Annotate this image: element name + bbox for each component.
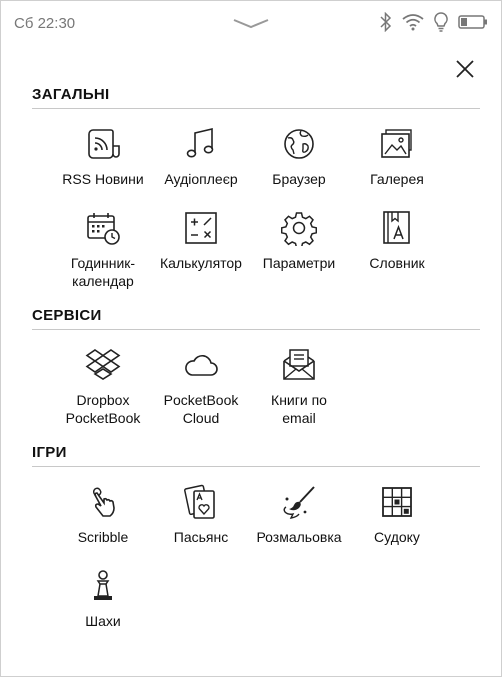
app-dictionary[interactable] [348,210,446,272]
dropbox-icon [85,347,121,383]
section-divider [32,329,480,330]
app-audio-player[interactable] [152,126,250,188]
email-books-icon [281,347,317,383]
status-bar [0,0,502,50]
app-label: Scribble [77,529,129,545]
app-clock-calendar[interactable] [54,210,152,290]
app-calculator[interactable] [152,210,250,272]
gear-icon [281,210,317,246]
paint-brush-icon [281,484,317,520]
app-label: Браузер [272,171,326,187]
sudoku-grid-icon [379,484,415,520]
bluetooth-icon [380,12,392,32]
music-note-icon [183,126,219,162]
globe-icon [281,126,317,162]
chevron-down-icon[interactable] [233,18,269,30]
cloud-icon [183,347,219,383]
gallery-icon [379,126,415,162]
rss-news-icon [85,126,121,162]
wifi-icon [402,13,424,31]
app-rss-news[interactable] [54,126,152,188]
dictionary-icon [379,210,415,246]
scribble-hand-icon [85,484,121,520]
app-coloring[interactable] [250,484,348,546]
app-label: Параметри [262,255,336,271]
app-label: Калькулятор [160,255,242,271]
app-label: Розмальовка [256,529,342,545]
chess-pawn-icon [85,568,121,604]
app-gallery[interactable] [348,126,446,188]
battery-icon [458,14,488,30]
section-title-games: ІГРИ [32,444,67,461]
light-bulb-icon [434,12,448,32]
app-label: Словник [369,255,425,271]
app-label: Галерея [370,171,424,187]
app-solitaire[interactable] [152,484,250,546]
app-settings[interactable] [250,210,348,272]
app-label: RSS Новини [62,171,144,187]
section-title-general: ЗАГАЛЬНІ [32,86,110,103]
section-divider [32,108,480,109]
app-label: Dropbox PocketBook [65,392,141,426]
app-label: Пасьянс [173,529,229,545]
app-label: Годинник- календар [70,255,136,289]
close-icon[interactable] [454,58,476,80]
app-label: Шахи [85,613,121,629]
playing-cards-icon [183,484,219,520]
app-dropbox-pocketbook[interactable] [54,347,152,427]
app-sudoku[interactable] [348,484,446,546]
app-chess[interactable] [54,568,152,630]
app-books-by-email[interactable] [250,347,348,427]
app-scribble[interactable] [54,484,152,546]
app-label: Книги по email [271,392,327,426]
section-title-services: СЕРВІСИ [32,307,102,324]
section-divider [32,466,480,467]
app-label: Аудіоплеєр [164,171,238,187]
calendar-clock-icon [85,210,121,246]
app-browser[interactable] [250,126,348,188]
status-time: Сб 22:30 [14,15,76,32]
app-label: PocketBook Cloud [163,392,239,426]
calculator-icon [183,210,219,246]
app-label: Судоку [374,529,420,545]
app-pocketbook-cloud[interactable] [152,347,250,427]
